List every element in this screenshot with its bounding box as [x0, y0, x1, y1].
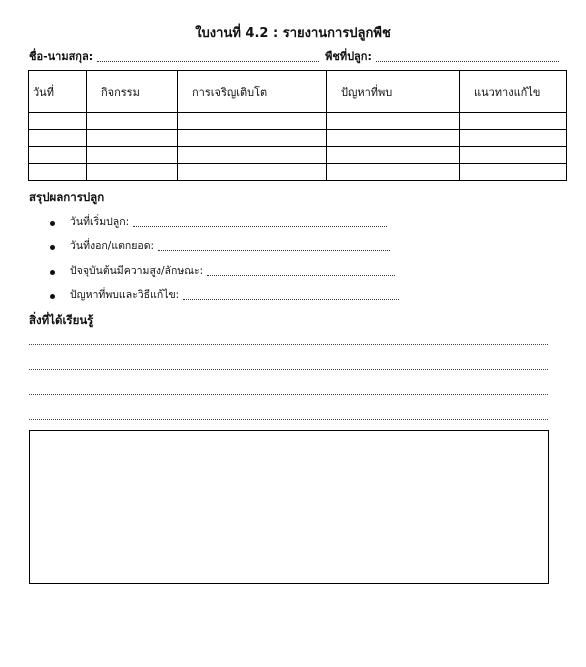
- bullet-icon: [50, 221, 55, 226]
- table-header-row: [29, 71, 567, 113]
- bullet-icon: [50, 270, 55, 275]
- learned-heading: สิ่งที่ได้เรียนรู้: [29, 313, 94, 327]
- plant-label: พืชที่ปลูก:: [325, 50, 372, 63]
- table-cell[interactable]: [29, 130, 87, 147]
- table-row: [29, 164, 567, 181]
- table-cell[interactable]: [178, 164, 327, 181]
- table-cell[interactable]: [87, 130, 178, 147]
- writing-line[interactable]: [29, 394, 548, 395]
- summary-height-fill[interactable]: [207, 275, 395, 276]
- list-item: [50, 213, 387, 230]
- summary-sprout-date-fill[interactable]: [158, 250, 390, 251]
- worksheet-title: ใบงานที่ 4.2 : รายงานการปลูกพืช: [195, 26, 391, 41]
- summary-height-label: ปัจจุบันต้นมีความสูง/ลักษณะ:: [70, 265, 204, 277]
- table-cell[interactable]: [327, 113, 460, 130]
- list-item: [50, 286, 399, 303]
- table-cell[interactable]: [460, 113, 567, 130]
- column-header-activity: กิจกรรม: [87, 71, 178, 113]
- table-cell[interactable]: [87, 164, 178, 181]
- name-fill-line[interactable]: [97, 61, 319, 62]
- writing-line[interactable]: [29, 369, 548, 370]
- table-row: [29, 113, 567, 130]
- drawing-box[interactable]: [29, 430, 549, 584]
- column-header-date: วันที่: [29, 71, 87, 113]
- column-header-problems: ปัญหาที่พบ: [327, 71, 460, 113]
- table-cell[interactable]: [29, 113, 87, 130]
- bullet-icon: [50, 294, 55, 299]
- table-cell[interactable]: [327, 130, 460, 147]
- column-header-growth: การเจริญเติบโต: [178, 71, 327, 113]
- table-cell[interactable]: [327, 147, 460, 164]
- summary-sprout-date-label: วันที่งอก/แตกยอด:: [70, 240, 155, 252]
- table-cell[interactable]: [29, 147, 87, 164]
- table-cell[interactable]: [87, 113, 178, 130]
- bullet-icon: [50, 245, 55, 250]
- table-cell[interactable]: [460, 147, 567, 164]
- table-cell[interactable]: [29, 164, 87, 181]
- table-cell[interactable]: [178, 113, 327, 130]
- table-cell[interactable]: [178, 130, 327, 147]
- name-label: ชื่อ-นามสกุล:: [29, 50, 94, 63]
- table-row: [29, 130, 567, 147]
- summary-start-date-label: วันที่เริ่มปลูก:: [70, 216, 130, 228]
- summary-problems-label: ปัญหาที่พบและวิธีแก้ไข:: [70, 289, 180, 301]
- column-header-solutions: แนวทางแก้ไข: [460, 71, 567, 113]
- writing-line[interactable]: [29, 419, 548, 420]
- summary-heading: สรุปผลการปลูก: [29, 190, 105, 204]
- planting-log-table: [28, 70, 567, 181]
- table-cell[interactable]: [178, 147, 327, 164]
- table-cell[interactable]: [460, 164, 567, 181]
- plant-fill-line[interactable]: [376, 61, 559, 62]
- table-cell[interactable]: [327, 164, 460, 181]
- table-cell[interactable]: [460, 130, 567, 147]
- summary-problems-fill[interactable]: [183, 299, 399, 300]
- list-item: [50, 237, 390, 254]
- student-info-row: [29, 49, 559, 65]
- summary-start-date-fill[interactable]: [133, 226, 387, 227]
- list-item: [50, 262, 395, 279]
- table-row: [29, 147, 567, 164]
- table-cell[interactable]: [87, 147, 178, 164]
- writing-line[interactable]: [29, 344, 548, 345]
